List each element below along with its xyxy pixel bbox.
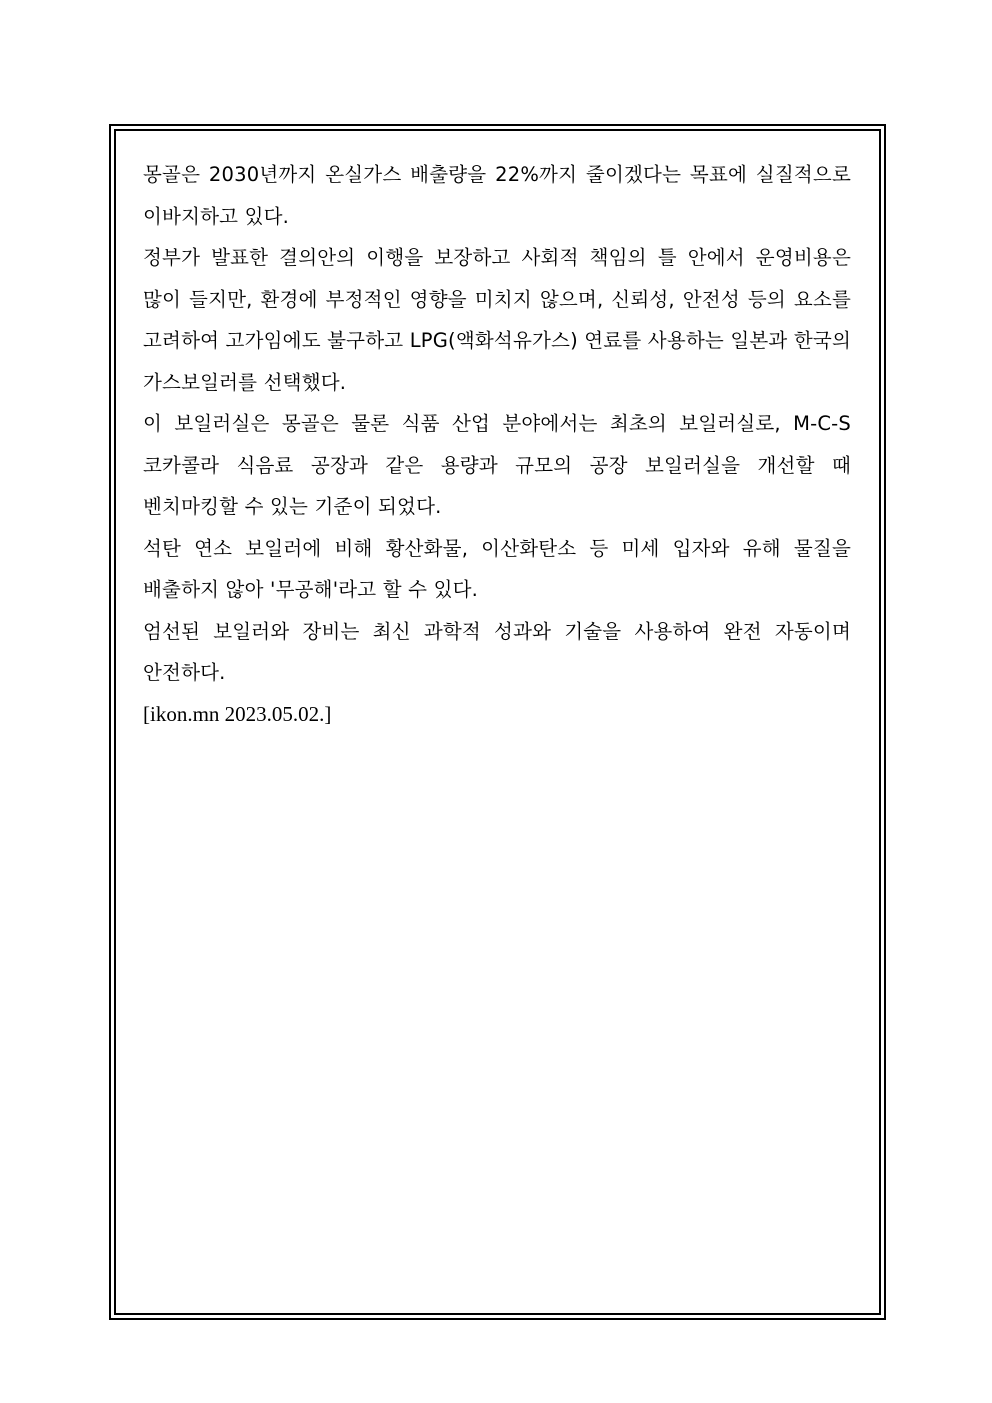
paragraph-benchmark: 이 보일러실은 몽골은 물론 식품 산업 분야에서는 최초의 보일러실로, M-C-S 코카콜라 식음료 공장과 같은 용량과 규모의 공장 보일러실을 개선할 때 벤치마킹할 수 있는 기준이 되었다. [143, 412, 851, 518]
source-citation: [ikon.mn 2023.05.02.] [143, 701, 332, 726]
paragraph-emission-target: 몽골은 2030년까지 온실가스 배출량을 22%까지 줄이겠다는 목표에 실질적으로 이바지하고 있다. [143, 163, 851, 228]
paragraph-automation: 엄선된 보일러와 장비는 최신 과학적 성과와 기술을 사용하여 완전 자동이며 안전하다. [143, 619, 851, 684]
paragraph-boiler-selection: 정부가 발표한 결의안의 이행을 보장하고 사회적 책임의 틀 안에서 운영비용은 많이 들지만, 환경에 부정적인 영향을 미치지 않으며, 신뢰성, 안전성 등의 요소를 고려하여 고가임에도 불구하고 LPG(액화석유가스) 연료를 사용하는 일본과 한국의 가스보일러를 선택했다. [143, 246, 851, 394]
paragraph-pollution-free: 석탄 연소 보일러에 비해 황산화물, 이산화탄소 등 미세 입자와 유해 물질을 배출하지 않아 '무공해'라고 할 수 있다. [143, 536, 851, 601]
article-body [143, 154, 851, 735]
